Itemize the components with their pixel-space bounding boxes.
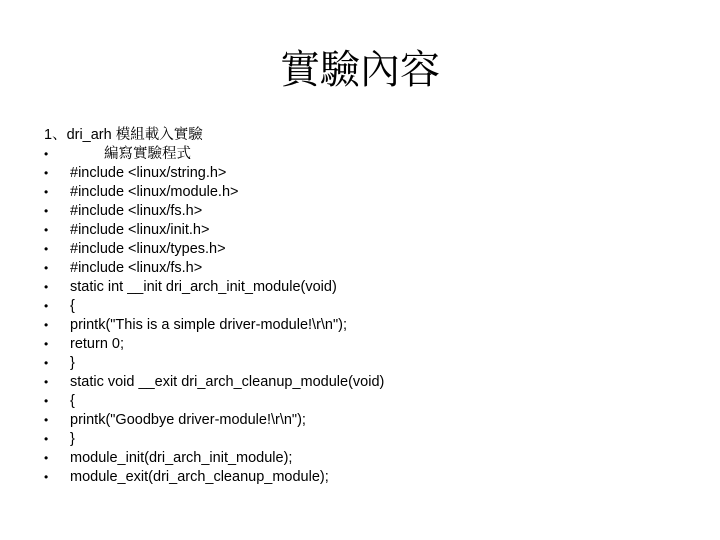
list-item (44, 354, 684, 373)
list-item-text: 編寫實驗程式 (104, 146, 191, 162)
bullet-icon: • (44, 166, 49, 180)
list-item (44, 183, 684, 202)
list-item-text: module_exit(dri_arch_cleanup_module); (70, 469, 329, 485)
bullet-icon: • (44, 413, 49, 427)
list-item (44, 392, 684, 411)
list-item (44, 164, 684, 183)
list-item (44, 468, 684, 487)
list-item-text: #include <linux/fs.h> (70, 260, 203, 276)
bullet-icon: • (44, 185, 49, 199)
list-item (44, 449, 684, 468)
list-item-text: static void __exit dri_arch_cleanup_module(void) (70, 374, 385, 390)
bullet-icon: • (44, 470, 49, 484)
list-item-text: printk("Goodbye driver-module!\r\n"); (70, 412, 306, 428)
list-item-text: #include <linux/string.h> (70, 165, 227, 181)
list-item-text: #include <linux/init.h> (70, 222, 210, 238)
bullet-icon: • (44, 204, 49, 218)
list-item (44, 297, 684, 316)
list-item-text: { (70, 298, 75, 314)
bullet-icon: • (44, 432, 49, 446)
bullet-icon: • (44, 242, 49, 256)
list-item (44, 430, 684, 449)
bullet-icon: • (44, 147, 49, 161)
list-item-text: static int __init dri_arch_init_module(void) (70, 279, 337, 295)
list-item-text: module_init(dri_arch_init_module); (70, 450, 293, 466)
list-item (44, 278, 684, 297)
list-item (44, 373, 684, 392)
bullet-icon: • (44, 356, 49, 370)
section-heading: 1、dri_arh 模組載入實驗 (44, 127, 203, 143)
bullet-icon: • (44, 261, 49, 275)
bullet-icon: • (44, 375, 49, 389)
slide-title: 實驗內容 (280, 47, 440, 93)
bullet-icon: • (44, 280, 49, 294)
bullet-icon: • (44, 337, 49, 351)
list-item-text: } (70, 431, 75, 447)
list-item (44, 259, 684, 278)
bullet-icon: • (44, 394, 49, 408)
list-item (44, 411, 684, 430)
code-bullet-list (44, 145, 684, 487)
list-item-text: { (70, 393, 75, 409)
list-item-text: } (70, 355, 75, 371)
list-item (44, 335, 684, 354)
list-item (44, 221, 684, 240)
bullet-icon: • (44, 299, 49, 313)
list-item (44, 240, 684, 259)
list-item-text: #include <linux/types.h> (70, 241, 226, 257)
bullet-icon: • (44, 451, 49, 465)
list-item (44, 316, 684, 335)
bullet-icon: • (44, 223, 49, 237)
bullet-icon: • (44, 318, 49, 332)
list-item-text: return 0; (70, 336, 124, 352)
list-item-text: #include <linux/fs.h> (70, 203, 203, 219)
list-item (44, 145, 684, 164)
list-item-text: #include <linux/module.h> (70, 184, 239, 200)
list-item-text: printk("This is a simple driver-module!\r\n"); (70, 317, 348, 333)
list-item (44, 202, 684, 221)
